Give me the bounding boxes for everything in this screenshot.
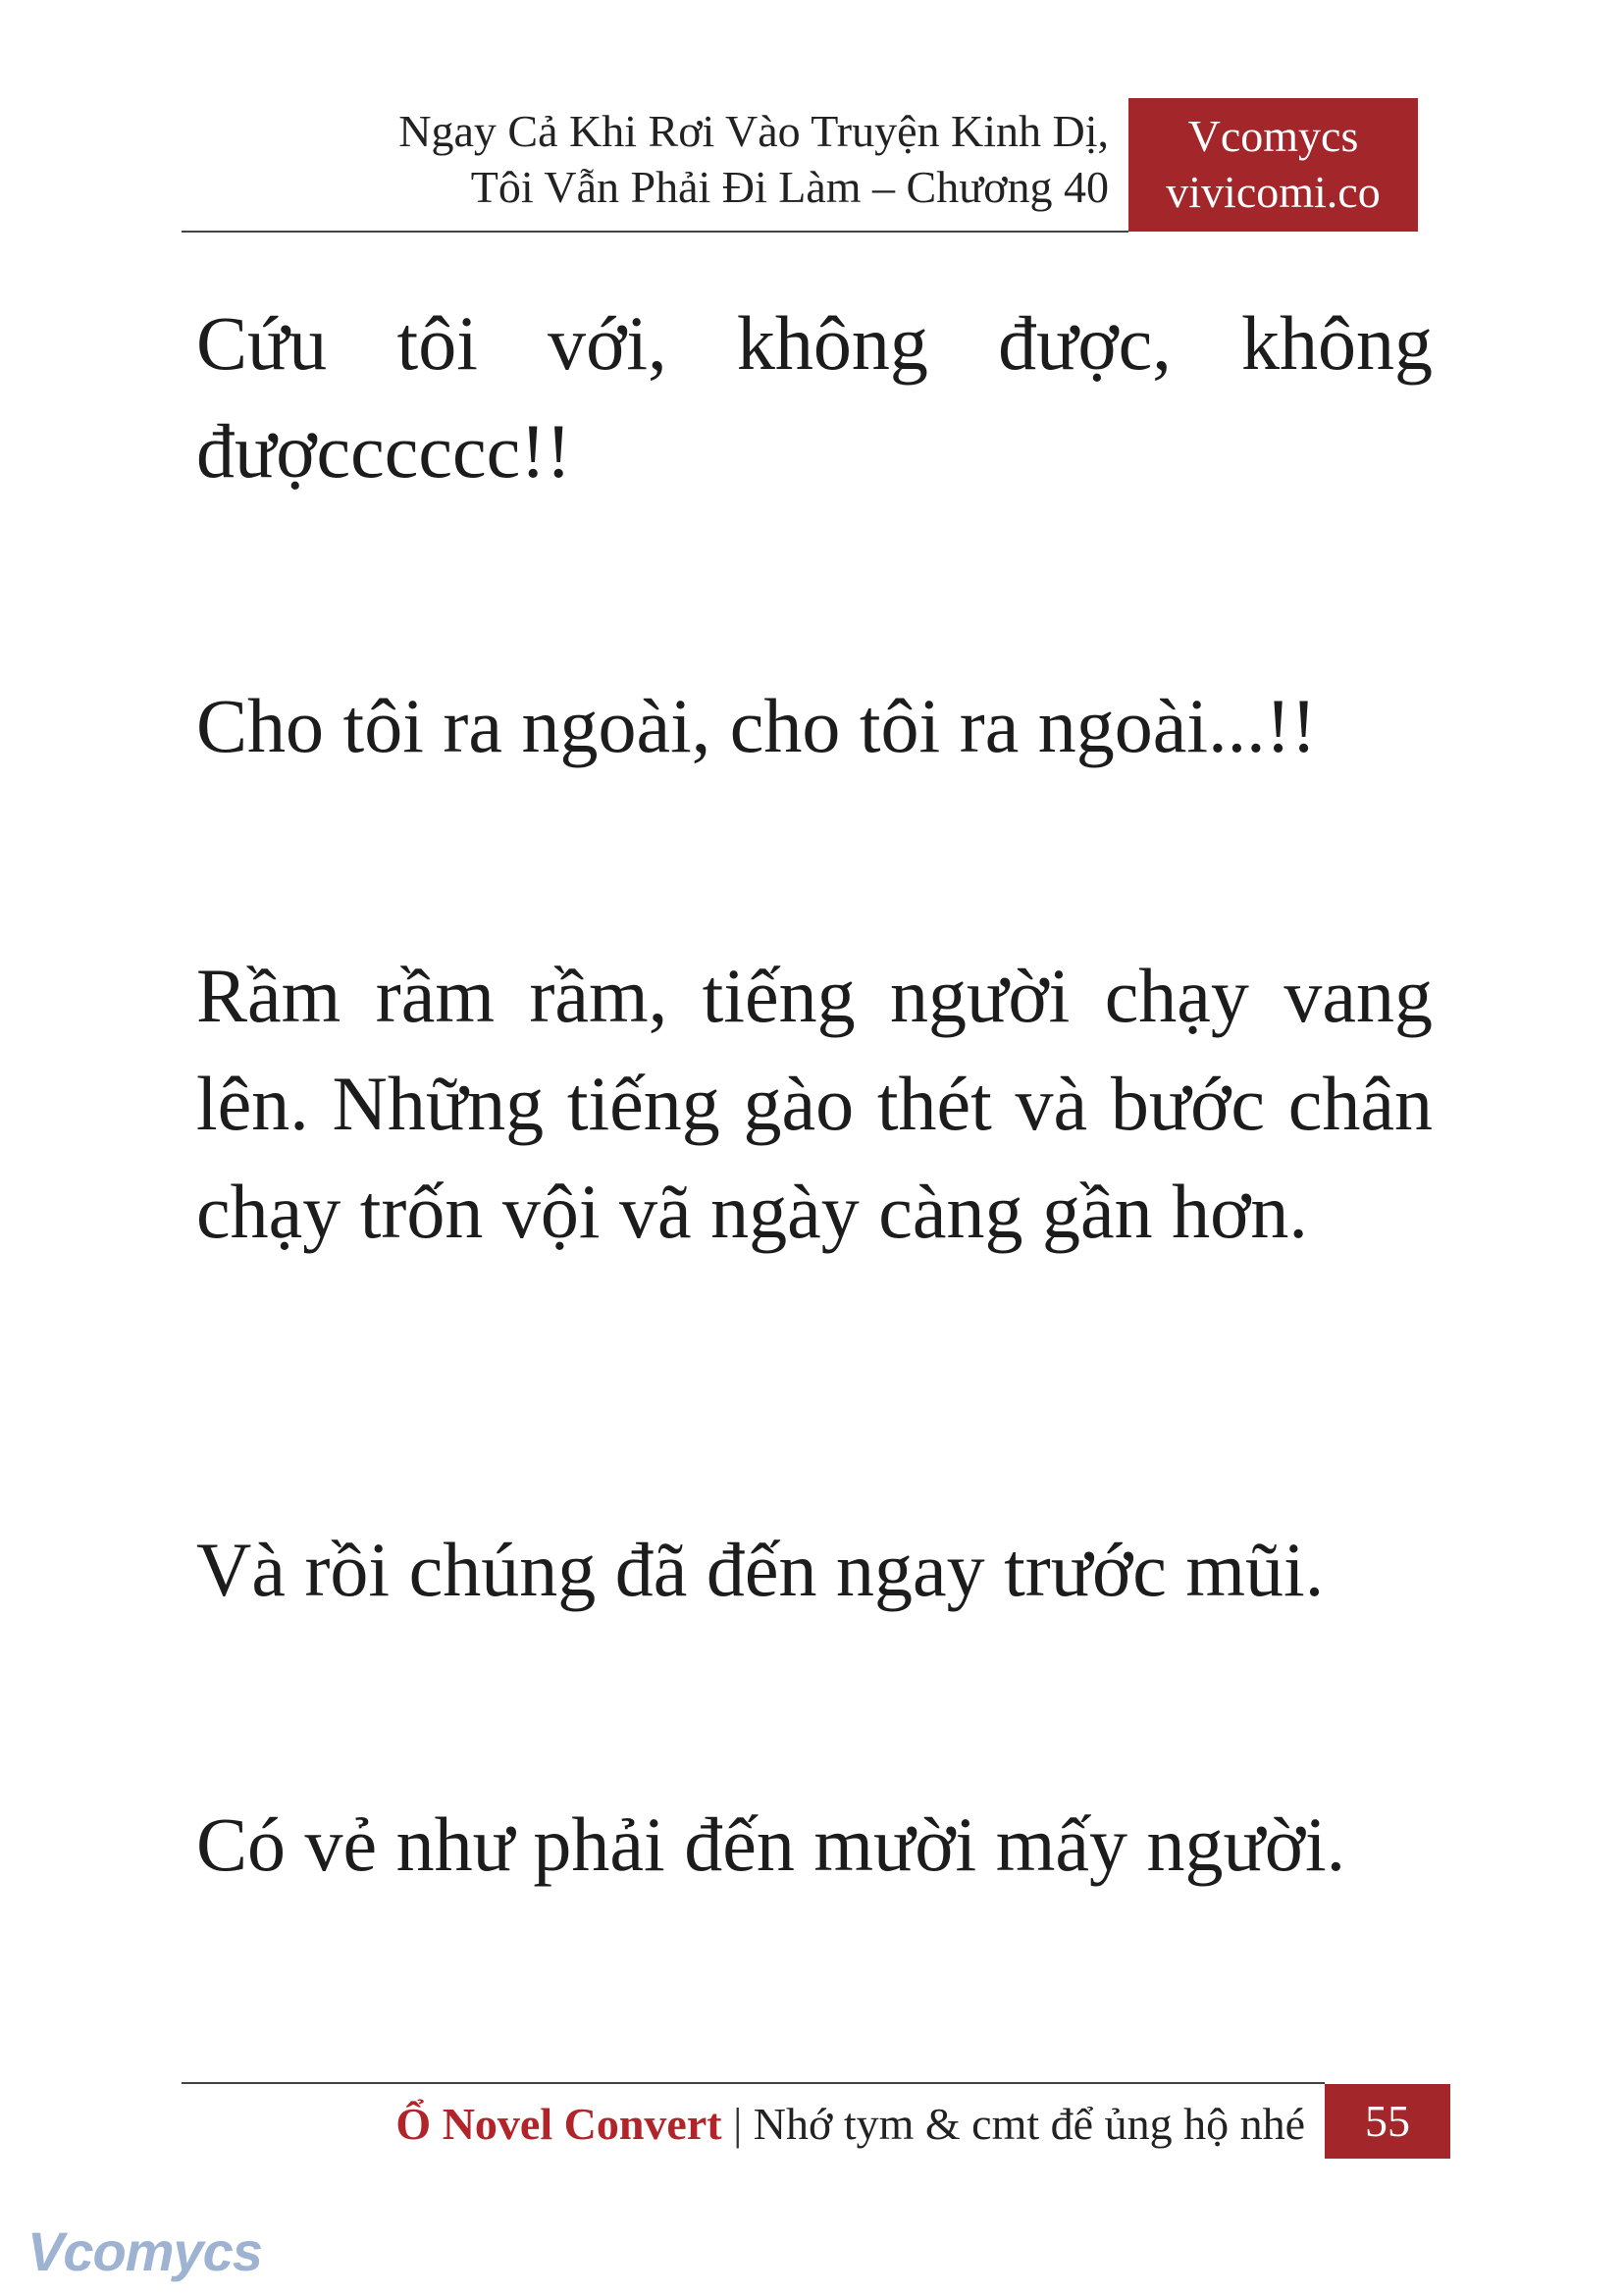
paragraph-3: Rầm rầm rầm, tiếng người chạy vang lên. Những tiếng gào thét và bước chân chạy trốn vội vã ngày càng gần hơn. [196, 953, 1433, 1254]
header-brand-site: vivicomi.co [1166, 167, 1381, 217]
footer-text [245, 2090, 1305, 2159]
footer-divider [182, 2082, 1325, 2084]
watermark-logo: Vcomycs [27, 2220, 262, 2282]
chapter-title [245, 103, 1109, 215]
footer-brand: Ổ Novel Convert [395, 2099, 722, 2149]
chapter-title-line-2: Tôi Vẫn Phải Đi Làm – Chương 40 [470, 162, 1109, 212]
footer-separator: | [721, 2099, 754, 2149]
paragraph-4: Và rồi chúng đã đến ngay trước mũi. [196, 1527, 1325, 1612]
footer-message: Nhớ tym & cmt để ủng hộ nhé [753, 2099, 1305, 2149]
header-brand-box [1128, 98, 1418, 232]
chapter-title-line-1: Ngay Cả Khi Rơi Vào Truyện Kinh Dị, [398, 106, 1109, 156]
paragraph-1: Cứu tôi với, không được, không đượcccccc!! [196, 300, 1433, 494]
paragraph-2: Cho tôi ra ngoài, cho tôi ra ngoài...!! [196, 683, 1317, 768]
page-number: 55 [1325, 2084, 1450, 2159]
header-brand-name: Vcomycs [1187, 111, 1359, 161]
paragraph-5: Có vẻ như phải đến mười mấy người. [196, 1801, 1346, 1887]
header-divider [182, 231, 1128, 233]
